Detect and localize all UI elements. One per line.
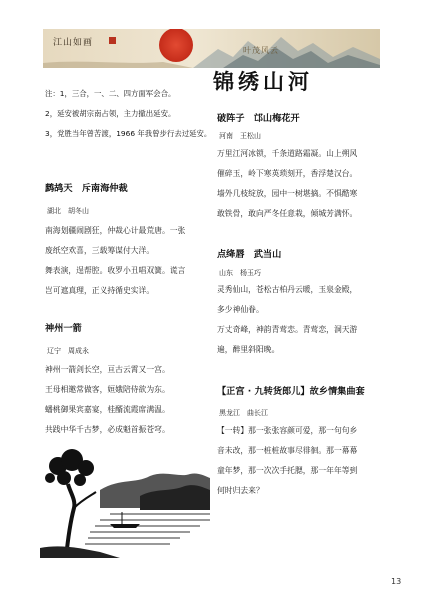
banner-caption: 叶茂风云: [243, 46, 279, 55]
poem-line: 墙外几枝绽放，园中一树堪摘。不惧酷寒: [217, 189, 358, 198]
poem-title: 神州一箭: [45, 323, 82, 334]
poem-author: 河南 王松山: [219, 132, 261, 140]
poem-title: 破阵子 邙山梅花开: [217, 113, 300, 124]
note-2: 2，延安被胡宗南占领，主力撤出延安。: [45, 109, 176, 118]
poem-line: 敢铁骨，敢向严冬任意栽，倾城芳满怀。: [217, 209, 358, 218]
page-number: 13: [391, 577, 402, 586]
poem-line: 万丈奇峰，神韵青莺恋。青莺恋，洞天游: [217, 325, 358, 334]
poem-body: [45, 221, 185, 301]
note-1: 注：1，三合，一、二、四方面军会合。: [45, 89, 176, 98]
poem-body: [45, 360, 170, 440]
poem-title: 鹧鸪天 斥南海仲裁: [45, 183, 128, 194]
poem-line: 灵秀仙山，苍松古柏丹云暖，玉泉金殿，: [217, 285, 358, 294]
poem-line: 童年梦，那一次次手托腮，那一年年等到: [217, 466, 358, 475]
poem-title: 【正宫 · 九转货郎儿】故乡情集曲套: [217, 386, 365, 397]
poem-body: [217, 144, 357, 224]
poem-line: 多少神仙眷。: [217, 305, 264, 314]
poem-line: 音未改，那一桩桩故事尽徘徊。那一幕幕: [217, 446, 358, 455]
poem-body: [217, 280, 357, 360]
poem-line: 何时归去来？: [217, 486, 264, 495]
poem-line: 蟠桃御果宾嘉宴，桂醑流霞席满温。: [45, 405, 170, 414]
poem-title: 点绛唇 武当山: [217, 249, 282, 260]
banner-calligraphy: 江山如画: [53, 38, 94, 48]
red-sun-icon: [159, 29, 193, 62]
poem-line: 遍，醉里斜阳晚。: [217, 345, 280, 354]
header-banner: [43, 29, 380, 68]
mountain-landscape-icon: [43, 29, 380, 68]
poem-line: 神州一箭剑长空，亘古云霄又一宫。: [45, 365, 170, 374]
poem-author: 辽宁 周成永: [47, 347, 89, 355]
red-seal-stamp: [109, 37, 116, 44]
poem-line: 万里江河冰锁，千条道路霜凝。山上朔风: [217, 149, 358, 158]
note-3: 3，党胜当年曾苦渡，1966 年我曾步行去过延安。: [45, 129, 212, 138]
ink-landscape-illustration: [40, 448, 210, 558]
poem-line: 废纸空欢喜，三载筹谋付大洋。: [45, 246, 155, 255]
poem-author: 湖北 胡冬山: [47, 207, 89, 215]
footnotes: [45, 84, 220, 144]
poem-line: 催碎玉，岭下寒英琐刻开，香浮楚汉台。: [217, 169, 358, 178]
poem-author: 黑龙江 曲长江: [219, 409, 268, 417]
poem-author: 山东 杨玉巧: [219, 269, 261, 277]
poem-body: [217, 421, 357, 501]
poem-line: 共践中华千古梦，必成魁首振苍穹。: [45, 425, 170, 434]
page-title: 锦绣山河: [213, 69, 313, 94]
poem-line: 王母相邀常做客，姮娥陪侍欲为东。: [45, 385, 170, 394]
poem-line: 舞表演，逞帮腔。收罗小丑唱双簧。谎言: [45, 266, 186, 275]
poem-line: 南海划疆闹剧狂，仲裁心计最荒唐。一张: [45, 226, 186, 235]
poem-line: 岂可遮真理，正义持循史实详。: [45, 286, 155, 295]
poem-line: 【一转】那一张张容颜可爱，那一句句乡: [217, 426, 358, 435]
